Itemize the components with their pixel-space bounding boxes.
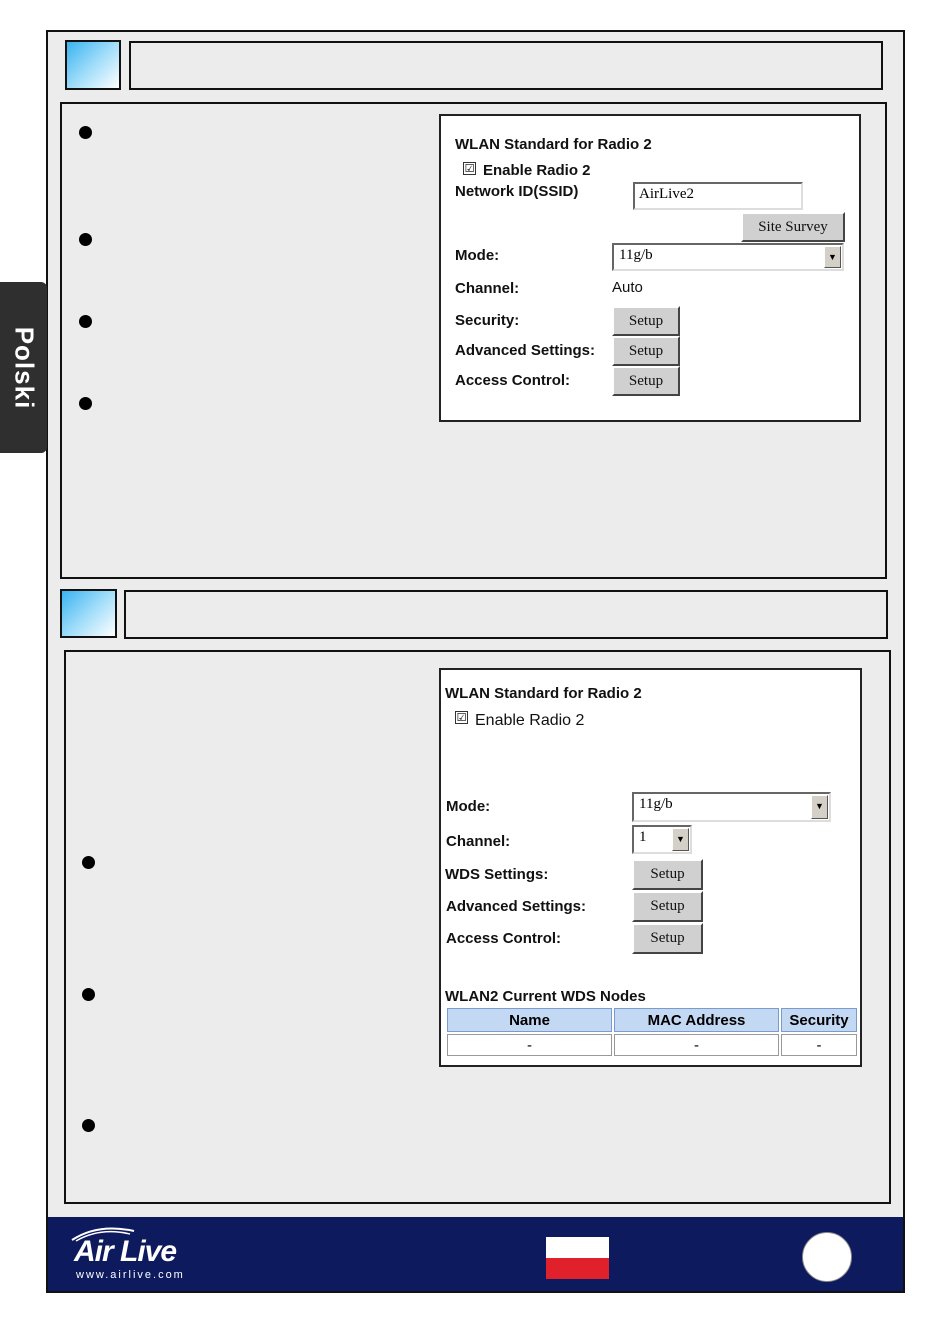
chevron-down-icon[interactable]: ▼ [824, 246, 841, 268]
enable-radio-label: Enable Radio 2 [483, 162, 591, 179]
airlive-logo: Air Live [74, 1235, 177, 1268]
access-control-label: Access Control: [455, 372, 571, 389]
bullet [79, 397, 92, 410]
language-label: Polski [9, 326, 39, 409]
security-label: Security: [455, 312, 520, 329]
bullet [79, 315, 92, 328]
enable-radio-checkbox[interactable]: ☑ [464, 163, 475, 175]
radio2-settings-screenshot [439, 114, 861, 422]
section2-step-icon [60, 589, 117, 638]
table-row [447, 1034, 857, 1056]
channel-value: 1 [639, 829, 647, 845]
mode-value: 11g/b [619, 247, 653, 263]
mode-value: 11g/b [639, 796, 673, 812]
wds-nodes-heading: WLAN2 Current WDS Nodes [445, 988, 646, 1005]
wds-setup-button[interactable]: Setup [632, 859, 703, 890]
bullet [82, 988, 95, 1001]
wlan-heading: WLAN Standard for Radio 2 [445, 685, 642, 702]
column-header-mac: MAC Address [614, 1008, 779, 1032]
polish-flag-icon [546, 1237, 609, 1279]
column-header-name: Name [447, 1008, 612, 1032]
cell-name: - [447, 1034, 612, 1056]
ssid-label: Network ID(SSID) [455, 183, 579, 200]
chevron-down-icon[interactable]: ▼ [672, 828, 689, 851]
access-setup-button[interactable]: Setup [632, 923, 703, 954]
mode-label: Mode: [446, 798, 491, 815]
mode-select[interactable] [632, 792, 831, 822]
ssid-input[interactable]: AirLive2 [633, 182, 803, 210]
advanced-settings-label: Advanced Settings: [446, 898, 587, 915]
section1-title-bar [129, 41, 883, 90]
bullet [79, 126, 92, 139]
advanced-setup-button[interactable]: Setup [612, 336, 680, 366]
section2-title-bar [124, 590, 888, 639]
mode-label: Mode: [455, 247, 500, 264]
access-setup-button[interactable]: Setup [612, 366, 680, 396]
channel-select[interactable] [632, 825, 692, 854]
advanced-setup-button[interactable]: Setup [632, 891, 703, 922]
bullet [79, 233, 92, 246]
channel-value: Auto [612, 279, 643, 296]
wlan-heading: WLAN Standard for Radio 2 [455, 136, 652, 153]
enable-radio-checkbox[interactable]: ☑ [456, 712, 467, 724]
bullet [82, 856, 95, 869]
cell-security: - [781, 1034, 857, 1056]
page-number-circle [802, 1232, 852, 1282]
advanced-settings-label: Advanced Settings: [455, 342, 596, 359]
wds-settings-screenshot [439, 668, 862, 1067]
chevron-down-icon[interactable]: ▼ [811, 795, 828, 819]
wds-settings-label: WDS Settings: [445, 866, 549, 883]
wds-nodes-table [445, 1006, 859, 1058]
mode-select[interactable] [612, 243, 844, 271]
channel-label: Channel: [446, 833, 511, 850]
security-setup-button[interactable]: Setup [612, 306, 680, 336]
section1-step-icon [65, 40, 121, 90]
site-survey-button[interactable]: Site Survey [741, 212, 845, 242]
channel-label: Channel: [455, 280, 520, 297]
wds-nodes-table-wrap [445, 1006, 861, 1058]
language-tab [0, 282, 47, 453]
access-control-label: Access Control: [446, 930, 562, 947]
cell-mac: - [614, 1034, 779, 1056]
bullet [82, 1119, 95, 1132]
airlive-url: www.airlive.com [76, 1269, 185, 1281]
footer-bar [48, 1217, 903, 1291]
enable-radio-label: Enable Radio 2 [475, 712, 585, 729]
column-header-security: Security [781, 1008, 857, 1032]
